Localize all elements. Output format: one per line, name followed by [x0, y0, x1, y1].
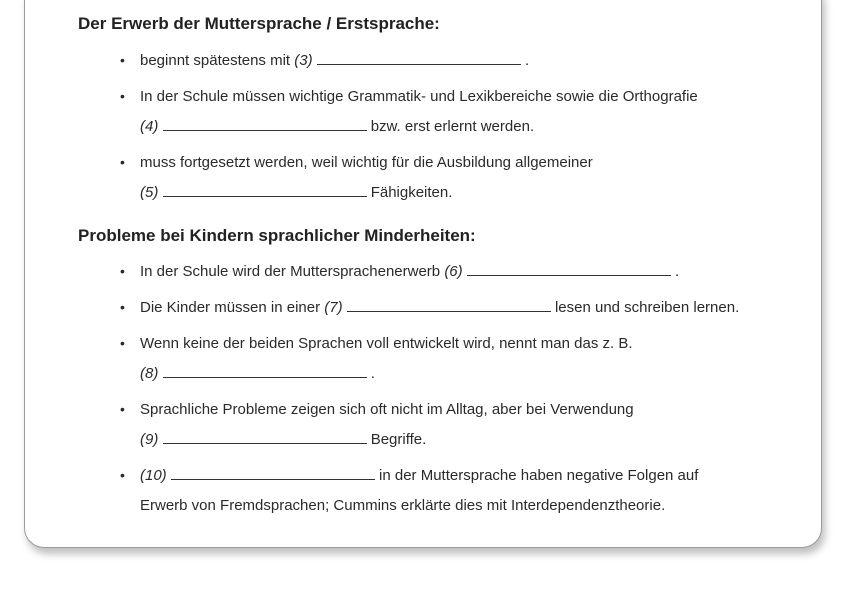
- item-text: Die Kinder müssen in einer: [140, 299, 321, 316]
- bullet-icon: •: [120, 467, 125, 483]
- item-text-end: Begriffe.: [370, 431, 427, 448]
- item-text-end: Fähigkeiten.: [370, 184, 453, 201]
- gap-number-10: (10): [140, 467, 167, 484]
- bullet-icon: •: [120, 88, 125, 104]
- list-item-8-line2: [140, 365, 375, 382]
- list-item-3: [140, 52, 529, 69]
- list-item-4-line2: [140, 118, 534, 135]
- bullet-icon: •: [120, 401, 125, 417]
- bullet-icon: •: [120, 335, 125, 351]
- list-item-10-line1: [140, 467, 698, 484]
- list-item-9-line2: [140, 431, 426, 448]
- gap-number-8: (8): [140, 365, 159, 382]
- gap-number-3: (3): [294, 52, 313, 69]
- answer-blank-9[interactable]: [163, 431, 367, 444]
- gap-number-9: (9): [140, 431, 159, 448]
- item-text: In der Schule wird der Muttersprachenerwerb: [140, 263, 441, 280]
- list-item-4-line1: In der Schule müssen wichtige Grammatik- und Lexikbereiche sowie die Orthografie: [140, 88, 698, 105]
- gap-number-7: (7): [324, 299, 343, 316]
- answer-blank-8[interactable]: [163, 365, 367, 378]
- list-item-8-line1: Wenn keine der beiden Sprachen voll entwickelt wird, nennt man das z. B.: [140, 335, 633, 352]
- answer-blank-6[interactable]: [467, 263, 671, 276]
- bullet-icon: •: [120, 52, 125, 68]
- list-item-5-line2: [140, 184, 452, 201]
- item-text-end: .: [370, 365, 375, 382]
- list-item-7: [140, 299, 739, 316]
- list-item-6: [140, 263, 679, 280]
- gap-number-6: (6): [444, 263, 463, 280]
- answer-blank-5[interactable]: [163, 184, 367, 197]
- item-text: beginnt spätestens mit: [140, 52, 291, 69]
- list-item-10-line2: Erwerb von Fremdsprachen; Cummins erklärte dies mit Interdependenztheorie.: [140, 497, 666, 514]
- bullet-icon: •: [120, 154, 125, 170]
- list-item-5-line1: muss fortgesetzt werden, weil wichtig für die Ausbildung allgemeiner: [140, 154, 593, 171]
- item-text-end: bzw. erst erlernt werden.: [370, 118, 535, 135]
- item-text-end: .: [524, 52, 530, 69]
- answer-blank-4[interactable]: [163, 118, 367, 131]
- bullet-icon: •: [120, 263, 125, 279]
- list-item-9-line1: Sprachliche Probleme zeigen sich oft nicht im Alltag, aber bei Verwendung: [140, 401, 634, 418]
- bullet-icon: •: [120, 299, 125, 315]
- section-heading-muttersprache: Der Erwerb der Muttersprache / Erstsprache:: [78, 14, 440, 33]
- item-text-end: lesen und schreiben lernen.: [554, 299, 740, 316]
- answer-blank-7[interactable]: [347, 299, 551, 312]
- answer-blank-10[interactable]: [171, 467, 375, 480]
- item-text-end: in der Muttersprache haben negative Folgen auf: [379, 467, 699, 484]
- answer-blank-3[interactable]: [317, 52, 521, 65]
- section-heading-minderheiten: Probleme bei Kindern sprachlicher Minderheiten:: [78, 226, 476, 245]
- gap-number-5: (5): [140, 184, 159, 201]
- gap-number-4: (4): [140, 118, 159, 135]
- item-text-end: .: [675, 263, 680, 280]
